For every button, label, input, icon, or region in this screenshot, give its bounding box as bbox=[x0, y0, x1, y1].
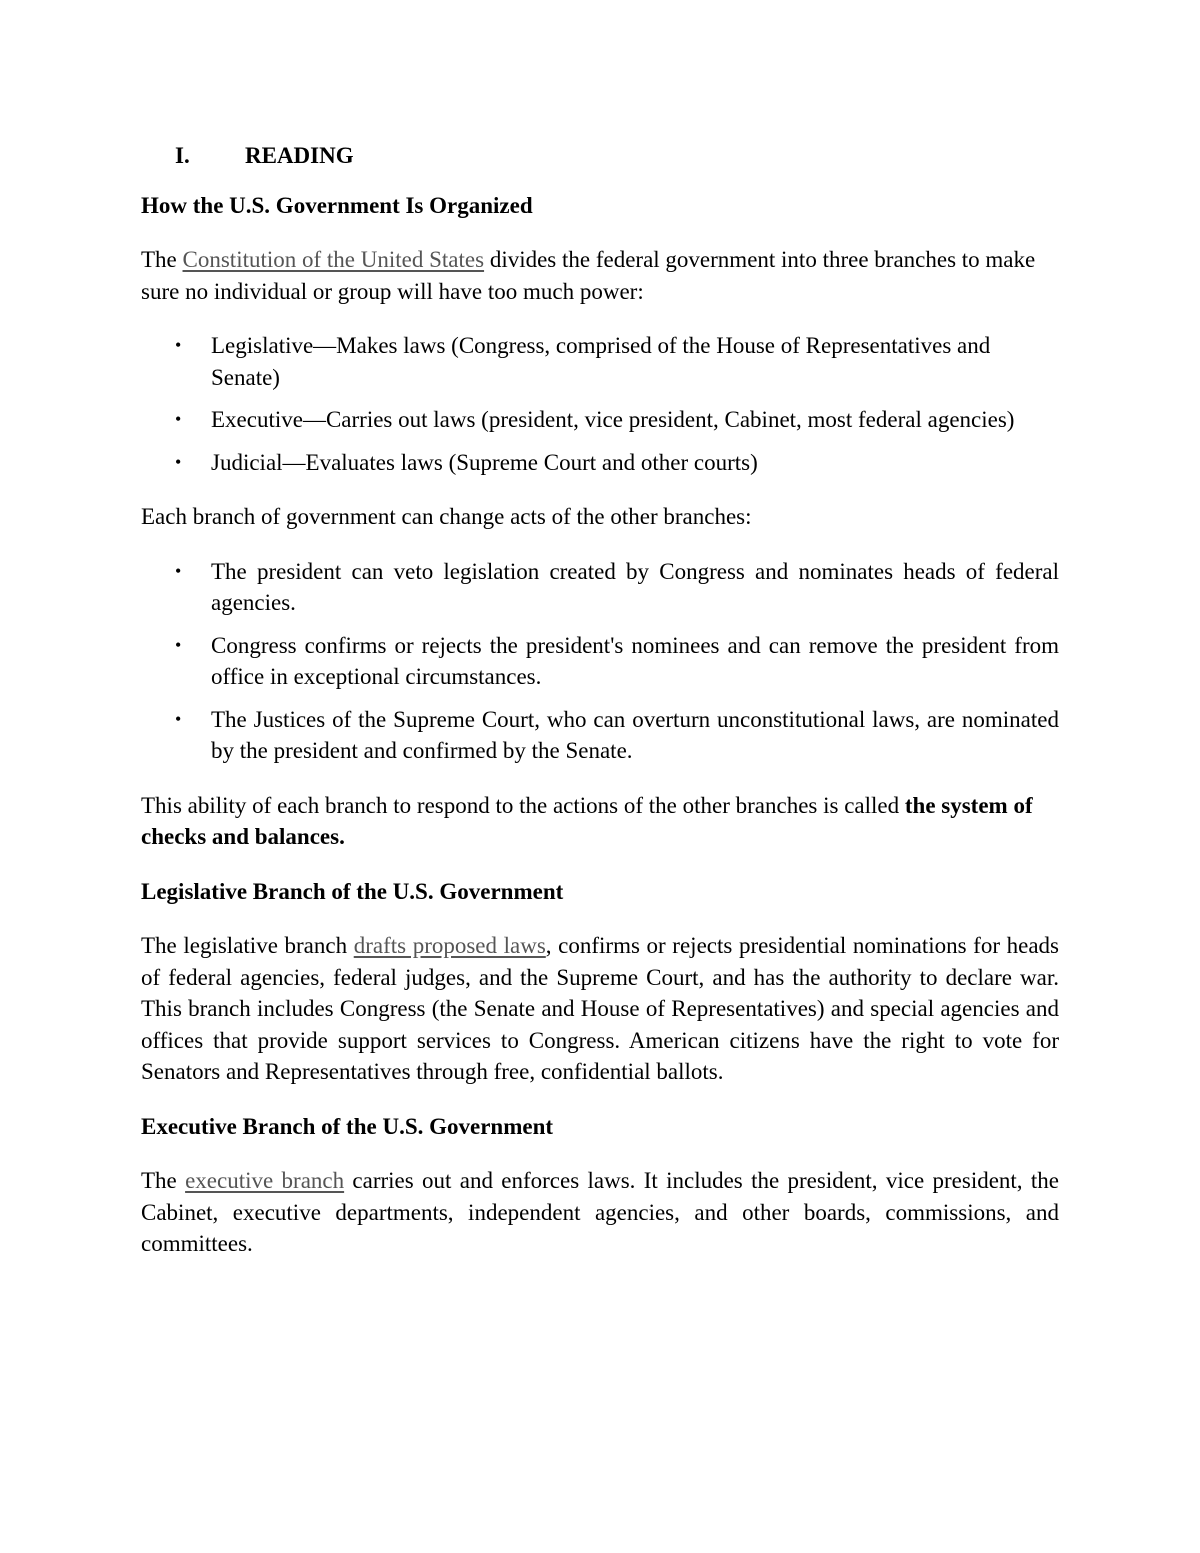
change-intro: Each branch of government can change acts of the other branches: bbox=[141, 504, 752, 529]
document-page bbox=[141, 140, 1059, 1283]
organized-heading: How the U.S. Government Is Organized bbox=[141, 192, 533, 218]
checks-balances-term: the system of checks and balances. bbox=[141, 792, 1033, 849]
text-fragment: , confirms or rejects presidential nominations for heads of federal agencies, federal judges, and the Supreme Court, and has the authority to declare war. This branch includes Congress (the Senate and House of Representatives) and special agencies and offices that provide support services to Congress. American citizens have the right to vote for Senators and Representatives through free, confidential ballots. bbox=[141, 933, 1059, 1084]
checks-list bbox=[141, 556, 1059, 767]
list-item-text: Executive—Carries out laws (president, vice president, Cabinet, most federal agencies) bbox=[211, 407, 1015, 432]
constitution-link[interactable]: Constitution of the United States bbox=[182, 247, 485, 272]
text-fragment: The bbox=[141, 247, 183, 272]
bullet-icon: • bbox=[175, 708, 182, 729]
list-item bbox=[141, 447, 1059, 479]
branches-list bbox=[141, 330, 1059, 478]
executive-paragraph bbox=[141, 1165, 1059, 1260]
list-item-text: Judicial—Evaluates laws (Supreme Court and other courts) bbox=[211, 449, 758, 475]
list-item bbox=[141, 330, 1059, 393]
list-item bbox=[141, 404, 1059, 436]
list-item-text: Legislative—Makes laws (Congress, comprised of the House of Representatives and Senate) bbox=[211, 333, 991, 390]
drafts-proposed-laws-link[interactable]: drafts proposed laws bbox=[353, 933, 546, 958]
text-fragment: This ability of each branch to respond to the actions of the other branches is called bbox=[141, 792, 905, 818]
list-item-text: Congress confirms or rejects the president's nominees and can remove the president from office in exceptional circumstances. bbox=[211, 632, 1059, 689]
text-fragment: divides the federal government into three branches to make sure no individual or group will have too much power: bbox=[141, 247, 1036, 304]
section-number: I. bbox=[175, 143, 190, 168]
bullet-icon: • bbox=[175, 409, 182, 429]
list-item-text: The Justices of the Supreme Court, who can overturn unconstitutional laws, are nominated by the president and confirmed by the Senate. bbox=[211, 706, 1059, 763]
text-fragment: carries out and enforces laws. It includes the president, vice president, the Cabinet, executive departments, independent agencies, and other boards, commissions, and committees. bbox=[141, 1168, 1059, 1256]
checks-summary-paragraph bbox=[141, 790, 1059, 853]
executive-heading: Executive Branch of the U.S. Government bbox=[141, 1113, 554, 1139]
bullet-icon: • bbox=[175, 634, 182, 655]
legislative-paragraph bbox=[141, 930, 1059, 1088]
bullet-icon: • bbox=[175, 451, 182, 472]
bullet-icon: • bbox=[175, 560, 182, 581]
constitution-paragraph bbox=[141, 244, 1059, 307]
legislative-heading: Legislative Branch of the U.S. Government bbox=[141, 878, 564, 904]
list-item-text: The president can veto legislation created by Congress and nominates heads of federal agencies. bbox=[211, 558, 1059, 615]
list-item bbox=[141, 556, 1059, 619]
text-fragment: The bbox=[141, 1168, 186, 1193]
bullet-icon: • bbox=[175, 335, 182, 355]
list-item bbox=[141, 704, 1059, 767]
executive-branch-link[interactable]: executive branch bbox=[185, 1168, 345, 1193]
section-title: READING bbox=[245, 143, 354, 168]
section-heading bbox=[141, 140, 1059, 172]
list-item bbox=[141, 630, 1059, 693]
text-fragment: The legislative branch bbox=[141, 933, 354, 958]
